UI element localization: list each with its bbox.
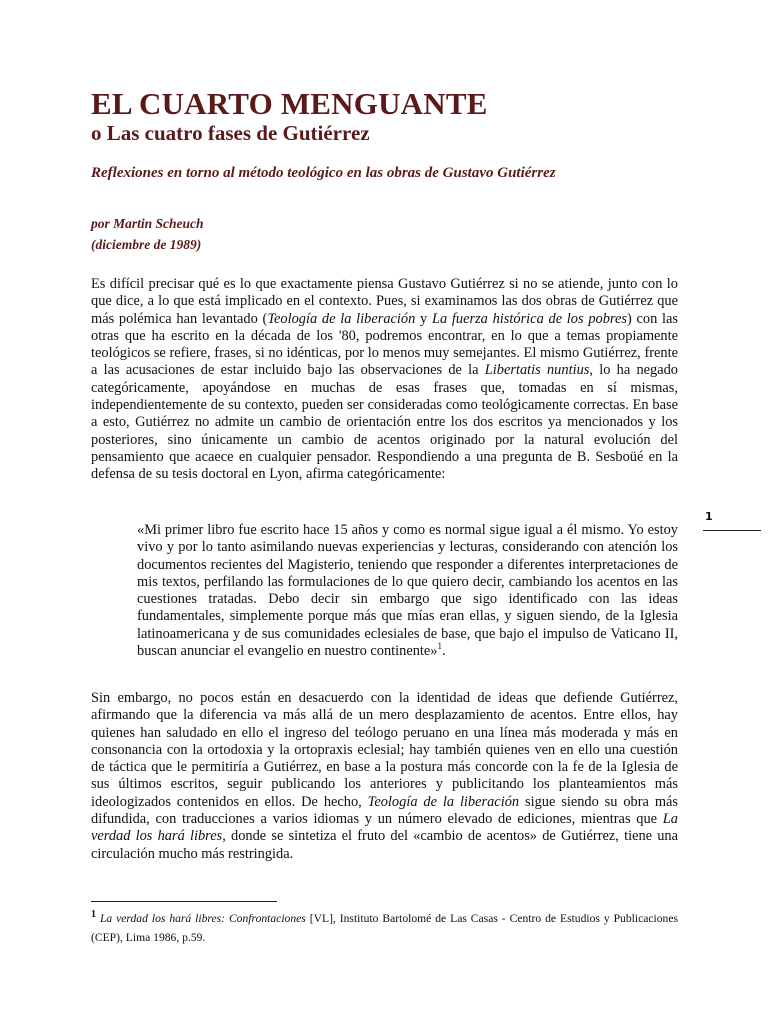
footnote-text: [VL], Instituto Bartolomé de Las Casas - Centro de Estudios y Publicaciones (CEP), Lima 1986, p.59. xyxy=(91,912,678,944)
footnote-number: 1 xyxy=(91,909,96,921)
book-title-verdad: La verdad los hará libres xyxy=(91,811,678,845)
paragraph-1 xyxy=(91,276,678,484)
footnote-reference[interactable]: 1 xyxy=(437,641,442,652)
paragraph-1-text-e: ) con las otras que ha escrito en la década de los '80, podremos encontrar, en lo que a temas propiamente teológicos se refiere, frases, si no idénticas, por lo menos muy semejantes. El mismo Gutiérrez, frente a las acusaciones de estar incluido bajo las observaciones de la xyxy=(91,310,678,379)
document-title: EL CUARTO MENGUANTE xyxy=(91,86,488,121)
footnote xyxy=(91,909,678,947)
paragraph-1-text-c: y xyxy=(415,310,432,327)
paragraph-2-text-a: Sin embargo, no pocos están en desacuerdo con la identidad de ideas que defiende Gutiérrez, afirmando que la diferencia va más allá de un mero desplazamiento de acentos. Entre ellos, hay quienes han saludado en ello el ingreso del teólogo peruano en una línea más moderada y más en consonancia con la ortodoxia y la ortopraxis eclesial; hay también quienes ven en ello una cuestión de táctica que le permitiría a Gutiérrez, en base a la postura más concorde con la fe de la Iglesia de sus últimos escritos, seguir publicando los anteriores y publicitando los planteamientos más ideologizados contenidos en ellos. De hecho, xyxy=(91,690,678,810)
footnote-divider xyxy=(91,901,277,902)
paragraph-2 xyxy=(91,690,678,863)
quote-text: «Mi primer libro fue escrito hace 15 años y como es normal sigue igual a él mismo. Yo estoy vivo y por lo tanto asimilando nuevas experiencias y lecturas, considerando con atención los documentos recientes del Magisterio, teniendo que responder a diferentes interpretaciones de mis textos, perfilando las formulaciones de lo que quiero decir, cambiando los acentos en las cuestiones tratadas. Debo decir sin embargo que sigo identificado con las ideas fundamentales, simplemente porque más que mías eran ellas, y siguen siendo, de la Iglesia latinoamericana y de sus comunidades eclesiales de base, que bajo el impulso de Vaticano II, buscan anunciar el evangelio en nuestro continente» xyxy=(137,522,678,660)
document-subtitle: o Las cuatro fases de Gutiérrez xyxy=(91,121,370,145)
book-title-teologia: Teología de la liberación xyxy=(267,310,416,327)
footnote-book-title: La verdad los hará libres: Confrontaciones xyxy=(99,912,306,925)
page-number-rule xyxy=(703,530,761,531)
block-quote xyxy=(137,522,678,660)
book-title-fuerza: La fuerza histórica de los pobres xyxy=(431,310,627,327)
paragraph-2-text-c: sigue siendo su obra más difundida, con traducciones a varios idiomas y un número elevado de ediciones, mientras que xyxy=(91,793,678,828)
document-tagline: Reflexiones en torno al método teológico en las obras de Gustavo Gutiérrez xyxy=(91,165,556,181)
paragraph-1-text-g: , lo ha negado categóricamente, apoyándose en muchas de esas frases que, tomadas en sí mismas, independientemente de su contexto, pueden ser consideradas como teológicamente correctas. En base a esto, Gutiérrez no admite un cambio de orientación entre los dos escritos ya mencionados y los posteriores, sino únicamente un cambio de acentos originado por la natural evolución del pensamiento que acaece en cualquier pensador. Respondiendo a una pregunta de B. Sesboüé en la defensa de su tesis doctoral en Lyon, afirma categóricamente: xyxy=(91,362,678,483)
paragraph-1-text-a: Es difícil precisar qué es lo que exactamente piensa Gustavo Gutiérrez si no se atiende, junto con lo que dice, a lo que está implicado en el contexto. Pues, si examinamos las dos obras de Gutiérrez que más polémica han levantado ( xyxy=(91,276,678,327)
author-line: por Martin Scheuch xyxy=(91,216,204,231)
book-title-teologia-2: Teología de la liberación xyxy=(367,793,520,810)
quote-end: . xyxy=(442,643,446,660)
page-number: 1 xyxy=(705,510,713,523)
paragraph-2-text-e: , donde se sintetiza el fruto del «cambio de acentos» de Gutiérrez, tiene una circulación mucho más restringida. xyxy=(91,828,678,862)
date-line: (diciembre de 1989) xyxy=(91,237,202,252)
document-title-libertatis: Libertatis nuntius xyxy=(484,362,590,379)
